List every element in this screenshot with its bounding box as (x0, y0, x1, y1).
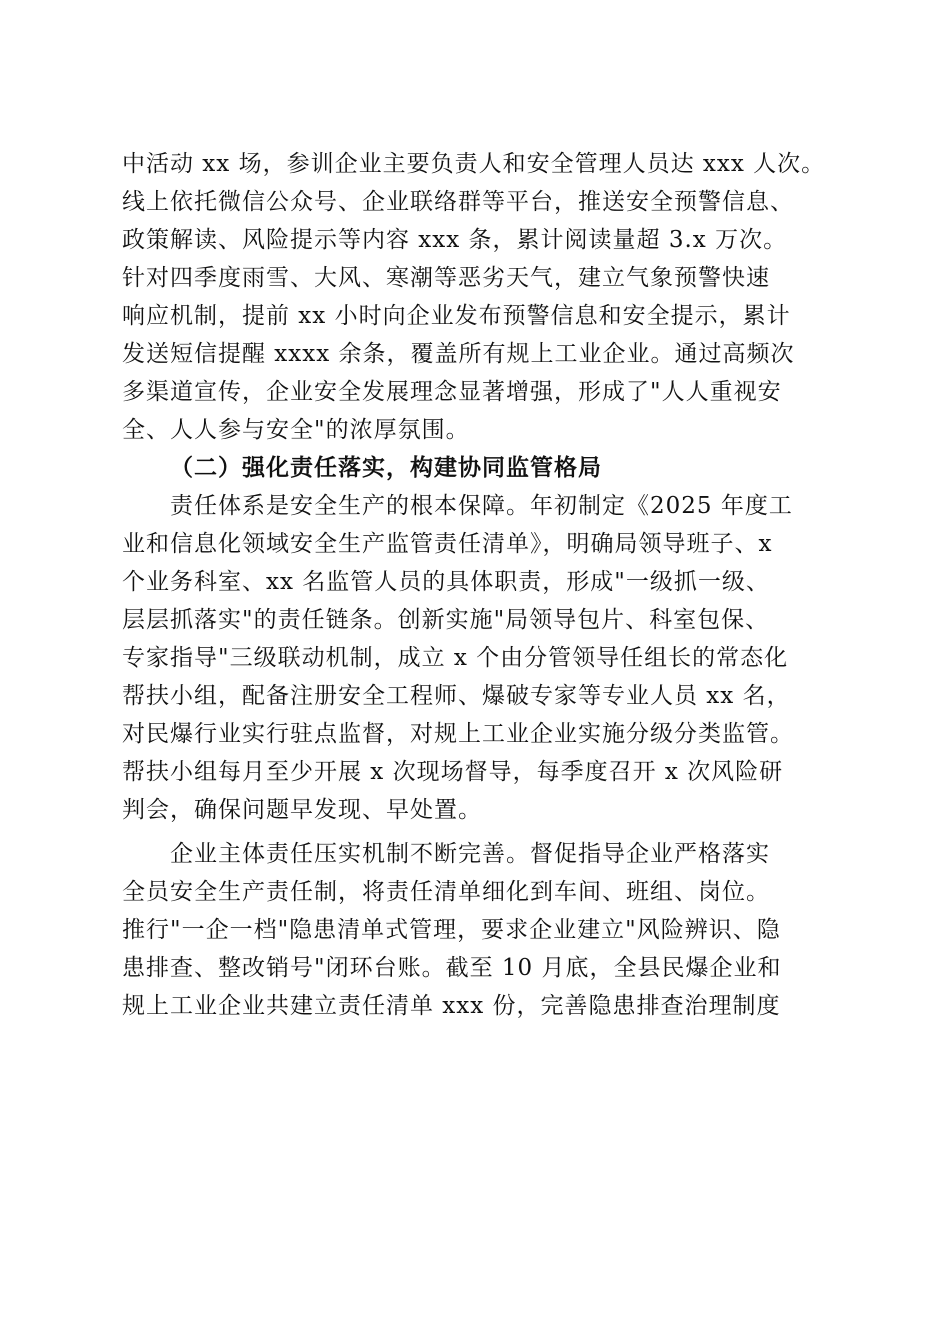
text-line: 规上工业企业共建立责任清单 xxx 份，完善隐患排查治理制度 (122, 993, 781, 1019)
text-line: 帮扶小组，配备注册安全工程师、爆破专家等专业人员 xx 名， (122, 683, 791, 709)
text-line: 层层抓落实"的责任链条。创新实施"局领导包片、科室包保、 (122, 607, 770, 633)
text-line: 多渠道宣传，企业安全发展理念显著增强，形成了"人人重视安 (122, 379, 782, 405)
text-line: 中活动 xx 场，参训企业主要负责人和安全管理人员达 xxx 人次。 (122, 151, 826, 177)
text-line: 患排查、整改销号"闭环台账。截至 10 月底，全县民爆企业和 (122, 955, 782, 981)
text-line: 对民爆行业实行驻点监督，对规上工业企业实施分级分类监管。 (122, 721, 794, 747)
text-line: 发送短信提醒 xxxx 余条，覆盖所有规上工业企业。通过高频次 (122, 341, 795, 367)
section1-paragraph-tail (122, 145, 830, 449)
section2-paragraph-1 (122, 487, 830, 829)
text-line: 企业主体责任压实机制不断完善。督促指导企业严格落实 (170, 841, 770, 867)
document-body (122, 145, 830, 1025)
text-line: 线上依托微信公众号、企业联络群等平台，推送安全预警信息、 (122, 189, 794, 215)
text-line: 推行"一企一档"隐患清单式管理，要求企业建立"风险辨识、隐 (122, 917, 781, 943)
text-line: 全、人人参与安全"的浓厚氛围。 (122, 417, 470, 443)
text-line: 个业务科室、xx 名监管人员的具体职责，形成"一级抓一级、 (122, 569, 770, 595)
text-line: 响应机制，提前 xx 小时向企业发布预警信息和安全提示，累计 (122, 303, 791, 329)
text-line: 责任体系是安全生产的根本保障。年初制定《2025 年度工 (170, 493, 793, 519)
text-line: 业和信息化领域安全生产监管责任清单》，明确局领导班子、x (122, 531, 773, 557)
text-line: 针对四季度雨雪、大风、寒潮等恶劣天气，建立气象预警快速 (122, 265, 770, 291)
text-line: 判会，确保问题早发现、早处置。 (122, 797, 482, 823)
section2-heading: （二）强化责任落实，构建协同监管格局 (170, 454, 602, 481)
text-line: 政策解读、风险提示等内容 xxx 条，累计阅读量超 3.x 万次。 (122, 227, 788, 253)
text-line: 帮扶小组每月至少开展 x 次现场督导，每季度召开 x 次风险研 (122, 759, 784, 785)
text-line: 专家指导"三级联动机制，成立 x 个由分管领导任组长的常态化 (122, 645, 789, 671)
text-line: 全员安全生产责任制，将责任清单细化到车间、班组、岗位。 (122, 879, 770, 905)
section2-paragraph-2 (122, 835, 830, 1025)
